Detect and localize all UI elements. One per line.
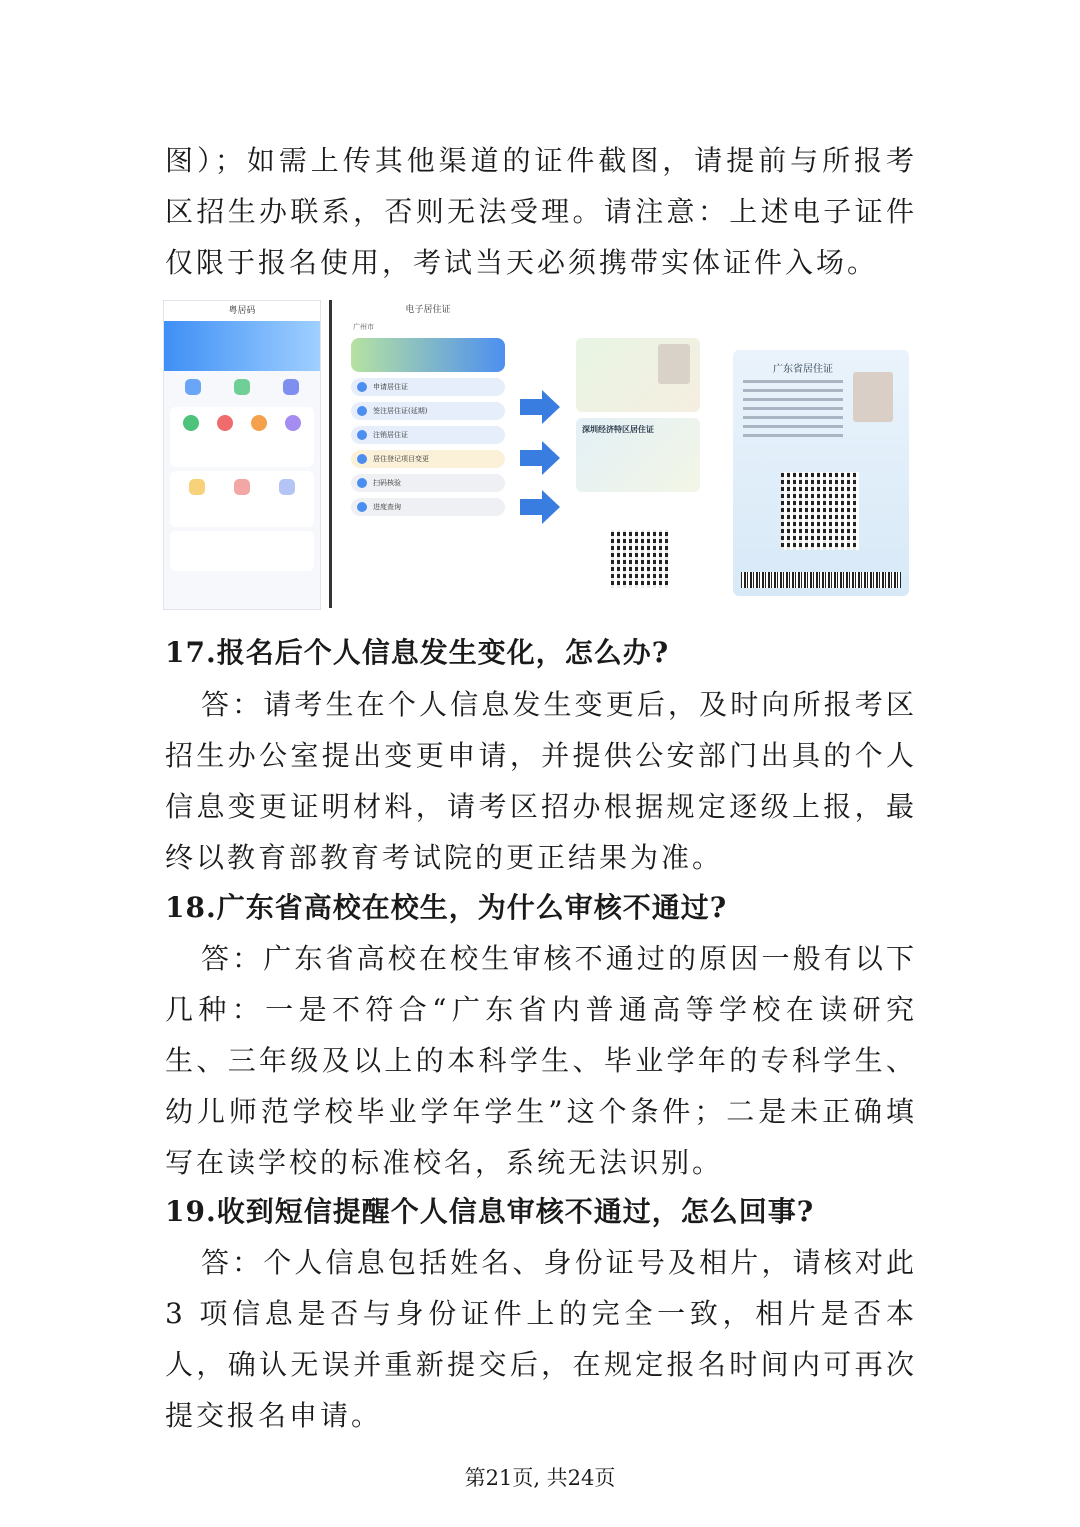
residence-card-title: 广东省居住证: [773, 364, 833, 375]
arrow-head-icon: [542, 390, 560, 424]
city-selector: 广州市: [353, 323, 374, 331]
visa-icon: [234, 479, 250, 495]
service-icon-orange: [251, 415, 267, 431]
service-panel: [170, 407, 314, 467]
barcode: [741, 572, 901, 588]
service-icon-purple: [285, 415, 301, 431]
menu-item-scan: 扫码核验: [351, 474, 505, 492]
service-icon-red: [217, 415, 233, 431]
certificate-banner: [351, 338, 505, 372]
arrow-head-icon: [542, 490, 560, 524]
card-text-lines: [743, 380, 843, 440]
answer-17-paragraph: 答：请考生在个人信息发生变更后，及时向所报考区招生办公室提出变更申请，并提供公安部门出具的个人信息变更证明材料，请考区招办根据规定逐级上报，最终以教育部教育考试院的更正结果为准。: [165, 688, 917, 874]
shenzhen-permit-card: [576, 418, 700, 492]
person-icon: [185, 379, 201, 395]
home-icon: [234, 379, 250, 395]
app-banner: [164, 321, 320, 371]
app-icon-row: [164, 371, 320, 403]
question-17-heading: 17.报名后个人信息发生变化，怎么办?: [165, 636, 670, 669]
id-card-front: [576, 338, 700, 412]
e-certificate-figure: [163, 300, 915, 610]
arrow-head-icon: [542, 441, 560, 475]
entry-exit-panel: [170, 471, 314, 527]
answer-19-paragraph: 答：个人信息包括姓名、身份证号及相片，请核对此 3 项信息是否与身份证件上的完全一致，相片是否本人，确认无误并重新提交后，在规定报名时间内可再次提交报名申请。: [165, 1246, 917, 1432]
divider: [329, 300, 332, 608]
intro-paragraph: 图）；如需上传其他渠道的证件截图，请提前与所报考区招生办联系，否则无法受理。请注意：上述电子证件仅限于报名使用，考试当天必须携带实体证件入场。: [165, 144, 917, 279]
qr-code-small: [611, 530, 669, 588]
arrow-right-icon: [520, 399, 542, 415]
permit-icon: [279, 479, 295, 495]
page-footer: 第21页, 共24页: [464, 1466, 616, 1490]
passport-icon: [189, 479, 205, 495]
menu-item-progress: 进度查询: [351, 498, 505, 516]
permit-card-title: 深圳经济特区居住证: [582, 425, 654, 434]
answer-18-paragraph: 答：广东省高校在校生审核不通过的原因一般有以下几种：一是不符合“广东省内普通高等学校在读研究生、三年级及以上的本科学生、毕业学年的专科学生、幼儿师范学校毕业学年学生”这个条件；二是未正确填写在读学校的标准校名，系统无法识别。: [165, 942, 917, 1179]
folder-icon: [283, 379, 299, 395]
question-18-heading: 18.广东省高校在校生，为什么审核不通过?: [165, 891, 728, 924]
guangdong-residence-card: [733, 350, 909, 596]
question-19-heading: 19.收到短信提醒个人信息审核不通过，怎么回事?: [165, 1195, 815, 1228]
service-icon-green: [183, 415, 199, 431]
resident-photo: [853, 372, 893, 422]
qr-code-large: [781, 472, 859, 550]
middle-phone-title: 电子居住证: [343, 300, 513, 320]
app-screenshot-left: [163, 300, 321, 610]
more-panel: [170, 531, 314, 571]
app-screenshot-middle: [343, 300, 513, 608]
menu-item-extend: 签注居住证(延期): [351, 402, 505, 420]
arrow-right-icon: [520, 450, 542, 466]
left-phone-title: 粤居码: [164, 301, 320, 321]
arrow-right-icon: [520, 499, 542, 515]
menu-item-change: 居住登记项目变更: [351, 450, 505, 468]
menu-item-apply: 申请居住证: [351, 378, 505, 396]
menu-item-cancel: 注销居住证: [351, 426, 505, 444]
id-photo: [658, 344, 690, 384]
